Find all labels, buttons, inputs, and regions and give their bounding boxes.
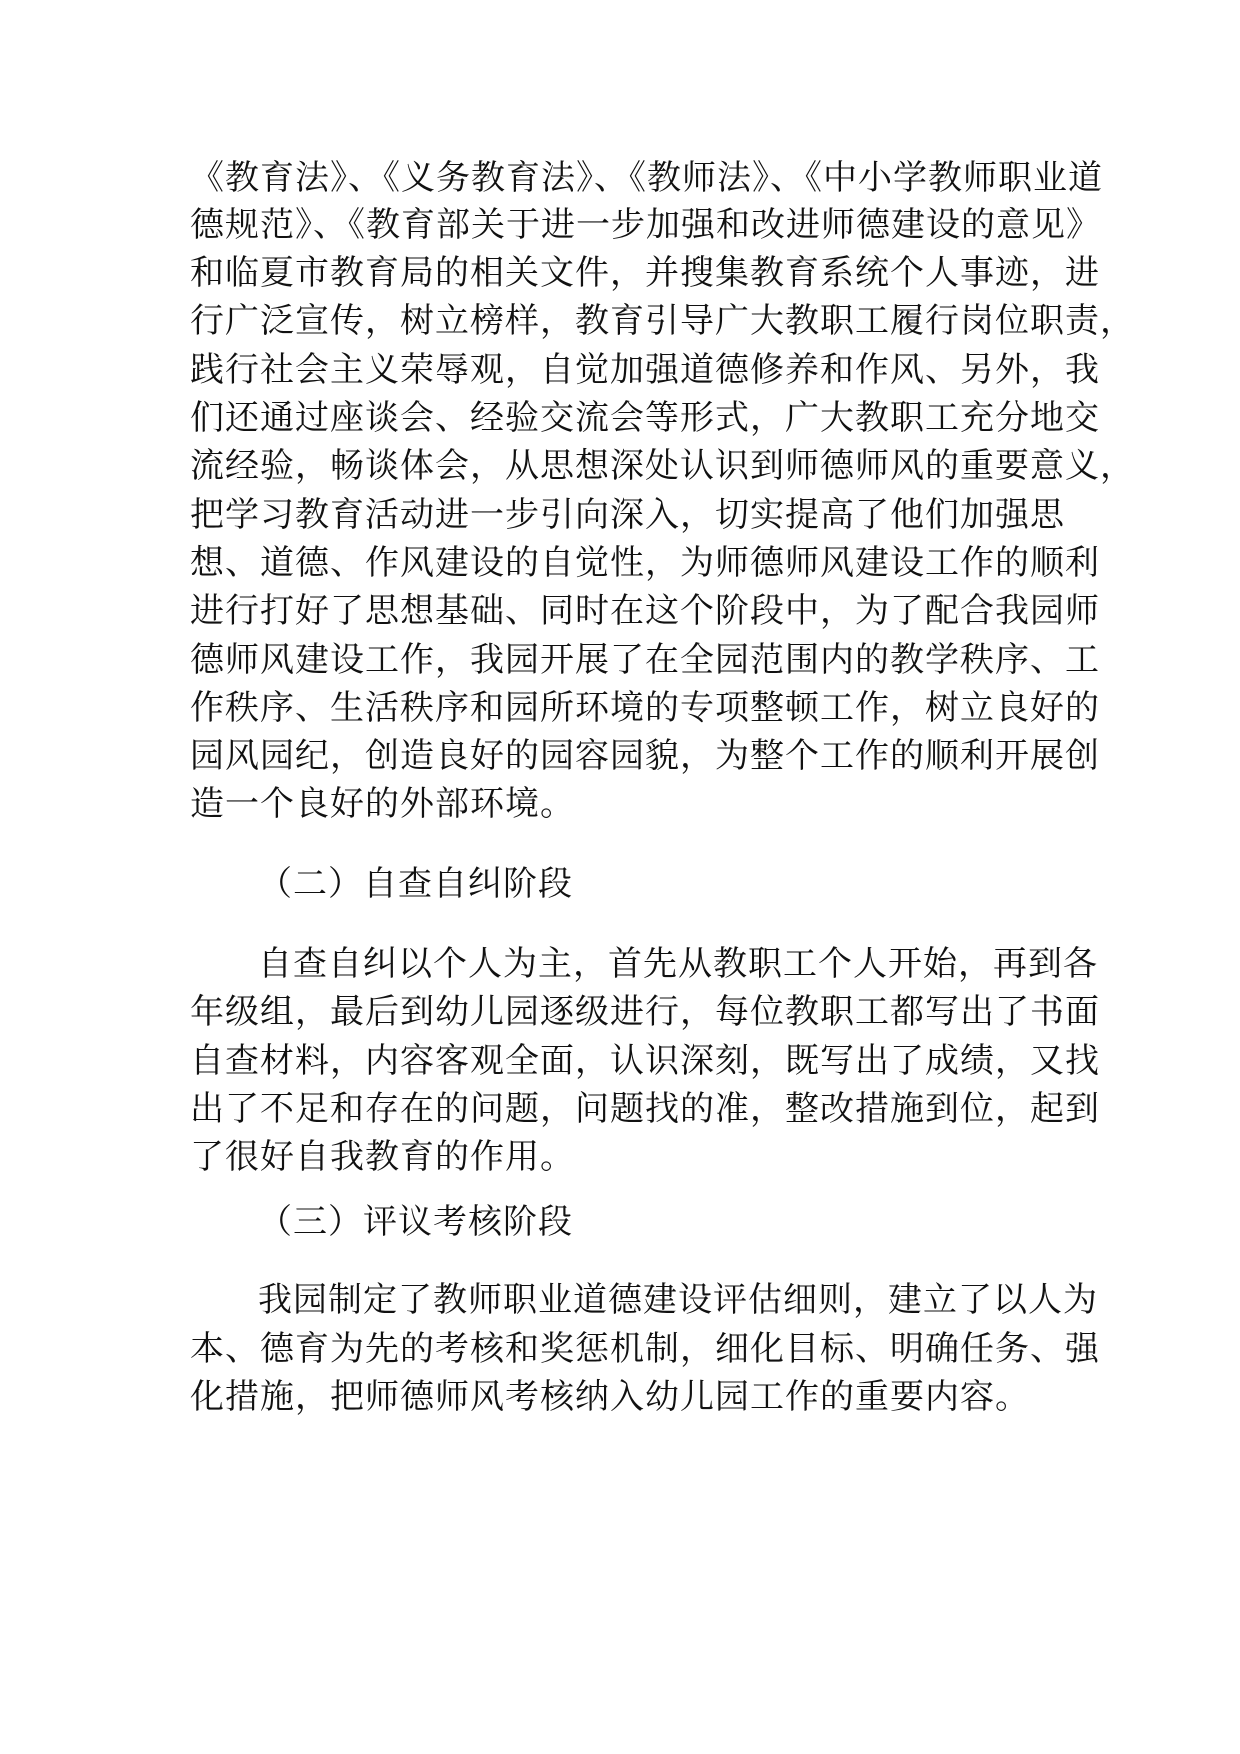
paragraph-line: 们还通过座谈会、经验交流会等形式，广大教职工充分地交 (190, 398, 1100, 438)
paragraph-line: 流经验，畅谈体会，从思想深处认识到师德师风的重要意义， (190, 446, 1135, 486)
paragraph-line: 践行社会主义荣辱观，自觉加强道德修养和作风、另外，我 (190, 350, 1100, 390)
paragraph-line: 德师风建设工作，我园开展了在全园范围内的教学秩序、工 (190, 640, 1100, 680)
paragraph-line: 造一个良好的外部环境。 (190, 784, 575, 824)
paragraph-line: 作秩序、生活秩序和园所环境的专项整顿工作，树立良好的 (190, 688, 1100, 728)
paragraph-line: 园风园纪，创造良好的园容园貌，为整个工作的顺利开展创 (190, 736, 1100, 776)
paragraph-line: 自查材料，内容客观全面，认识深刻，既写出了成绩，又找 (190, 1041, 1100, 1081)
paragraph-line: 《教育法》、《义务教育法》、《教师法》、《中小学教师职业道 (190, 158, 1103, 198)
paragraph-line: 自查自纠以个人为主，首先从教职工个人开始，再到各 (258, 944, 1098, 984)
paragraph-line: 和临夏市教育局的相关文件，并搜集教育系统个人事迹，进 (190, 253, 1100, 293)
paragraph-line: 年级组，最后到幼儿园逐级进行，每位教职工都写出了书面 (190, 992, 1100, 1032)
paragraph-line: 化措施，把师德师风考核纳入幼儿园工作的重要内容。 (190, 1377, 1030, 1417)
section-heading-2: （二）自查自纠阶段 (258, 864, 573, 904)
paragraph-line: 德规范》、《教育部关于进一步加强和改进师德建设的意见》 (190, 205, 1101, 245)
section-heading-3: （三）评议考核阶段 (258, 1202, 573, 1242)
paragraph-line: 出了不足和存在的问题，问题找的准，整改措施到位，起到 (190, 1089, 1100, 1129)
paragraph-line: 行广泛宣传，树立榜样，教育引导广大教职工履行岗位职责， (190, 301, 1135, 341)
paragraph-line: 我园制定了教师职业道德建设评估细则，建立了以人为 (258, 1280, 1098, 1320)
paragraph-line: 想、道德、作风建设的自觉性，为师德师风建设工作的顺利 (190, 543, 1100, 583)
paragraph-line: 本、德育为先的考核和奖惩机制，细化目标、明确任务、强 (190, 1329, 1100, 1369)
paragraph-line: 把学习教育活动进一步引向深入，切实提高了他们加强思 (190, 495, 1065, 535)
paragraph-line: 进行打好了思想基础、同时在这个阶段中，为了配合我园师 (190, 591, 1100, 631)
paragraph-line: 了很好自我教育的作用。 (190, 1137, 575, 1177)
